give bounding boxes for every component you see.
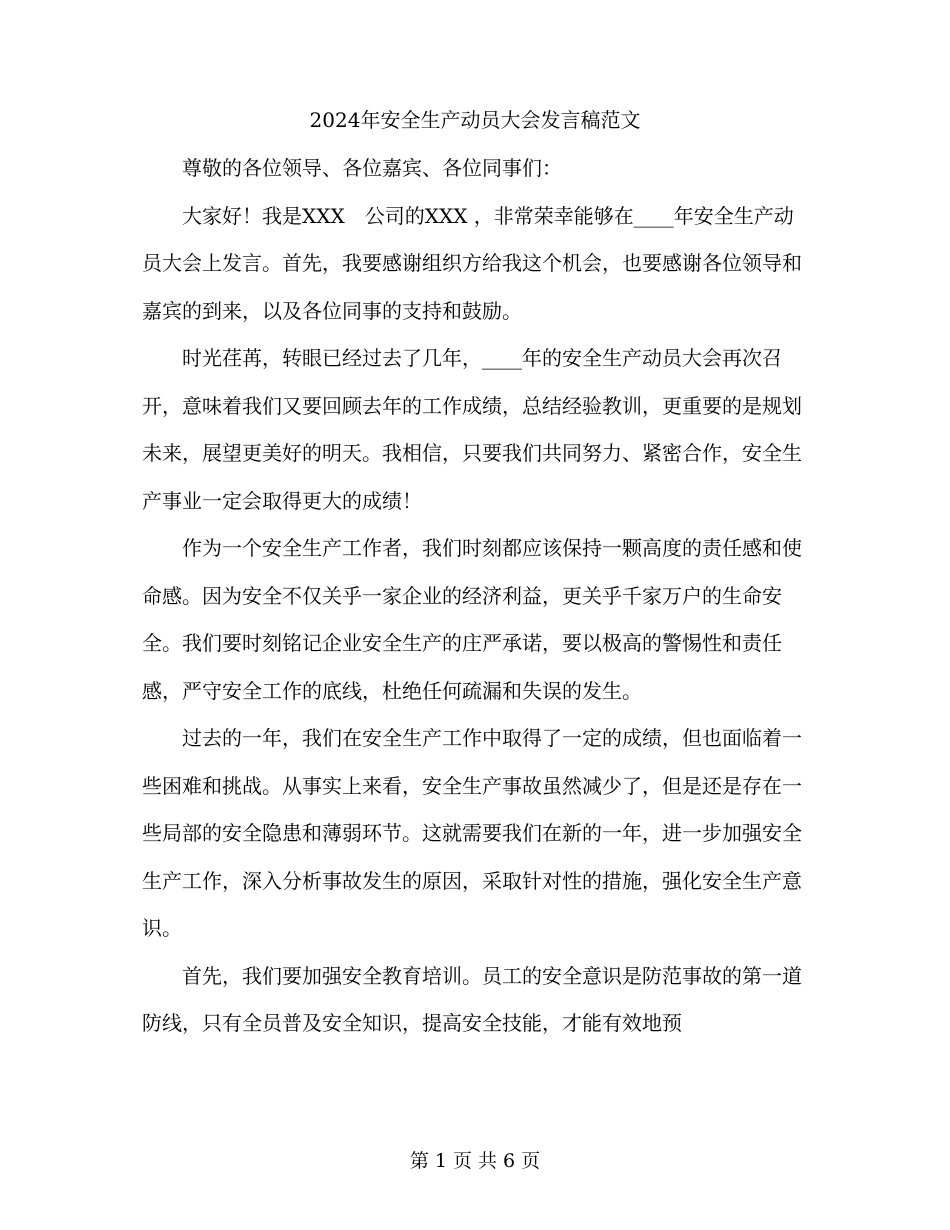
paragraph-training: 首先，我们要加强安全教育培训。员工的安全意识是防范事故的第一道防线，只有全员普及安全知识，提高安全技能，才能有效地预 [142, 963, 802, 1035]
paragraph-past-year: 过去的一年，我们在安全生产工作中取得了一定的成绩，但也面临着一些困难和挑战。从事实上来看，安全生产事故虽然减少了，但是还是存在一些局部的安全隐患和薄弱环节。这就需要我们在新的一年，进一步加强安全生产工作，深入分析事故发生的原因，采取针对性的措施，强化安全生产意识。 [142, 726, 802, 940]
document-body [142, 145, 804, 1048]
page-footer: 第 1 页 共 6 页 [409, 1150, 541, 1172]
paragraph-salutation: 尊敬的各位领导、各位嘉宾、各位同事们： [182, 156, 562, 180]
paragraph-greeting: 大家好！我是XXX 公司的XXX ，非常荣幸能够在____年安全生产动员大会上发言。首先，我要感谢组织方给我这个机会，也要感谢各位领导和嘉宾的到来，以及各位同事的支持和鼓励。 [142, 203, 802, 323]
paragraph-responsibility: 作为一个安全生产工作者，我们时刻都应该保持一颗高度的责任感和使命感。因为安全不仅关乎一家企业的经济利益，更关乎千家万户的生命安全。我们要时刻铭记企业安全生产的庄严承诺，要以极高的警惕性和责任感，严守安全工作的底线，杜绝任何疏漏和失误的发生。 [142, 536, 802, 703]
paragraph-review: 时光荏苒，转眼已经过去了几年，____年的安全生产动员大会再次召开，意味着我们又要回顾去年的工作成绩，总结经验教训，更重要的是规划未来，展望更美好的明天。我相信，只要我们共同努力、紧密合作，安全生产事业一定会取得更大的成绩！ [142, 346, 802, 513]
document-title: 2024年安全生产动员大会发言稿范文 [309, 108, 641, 132]
